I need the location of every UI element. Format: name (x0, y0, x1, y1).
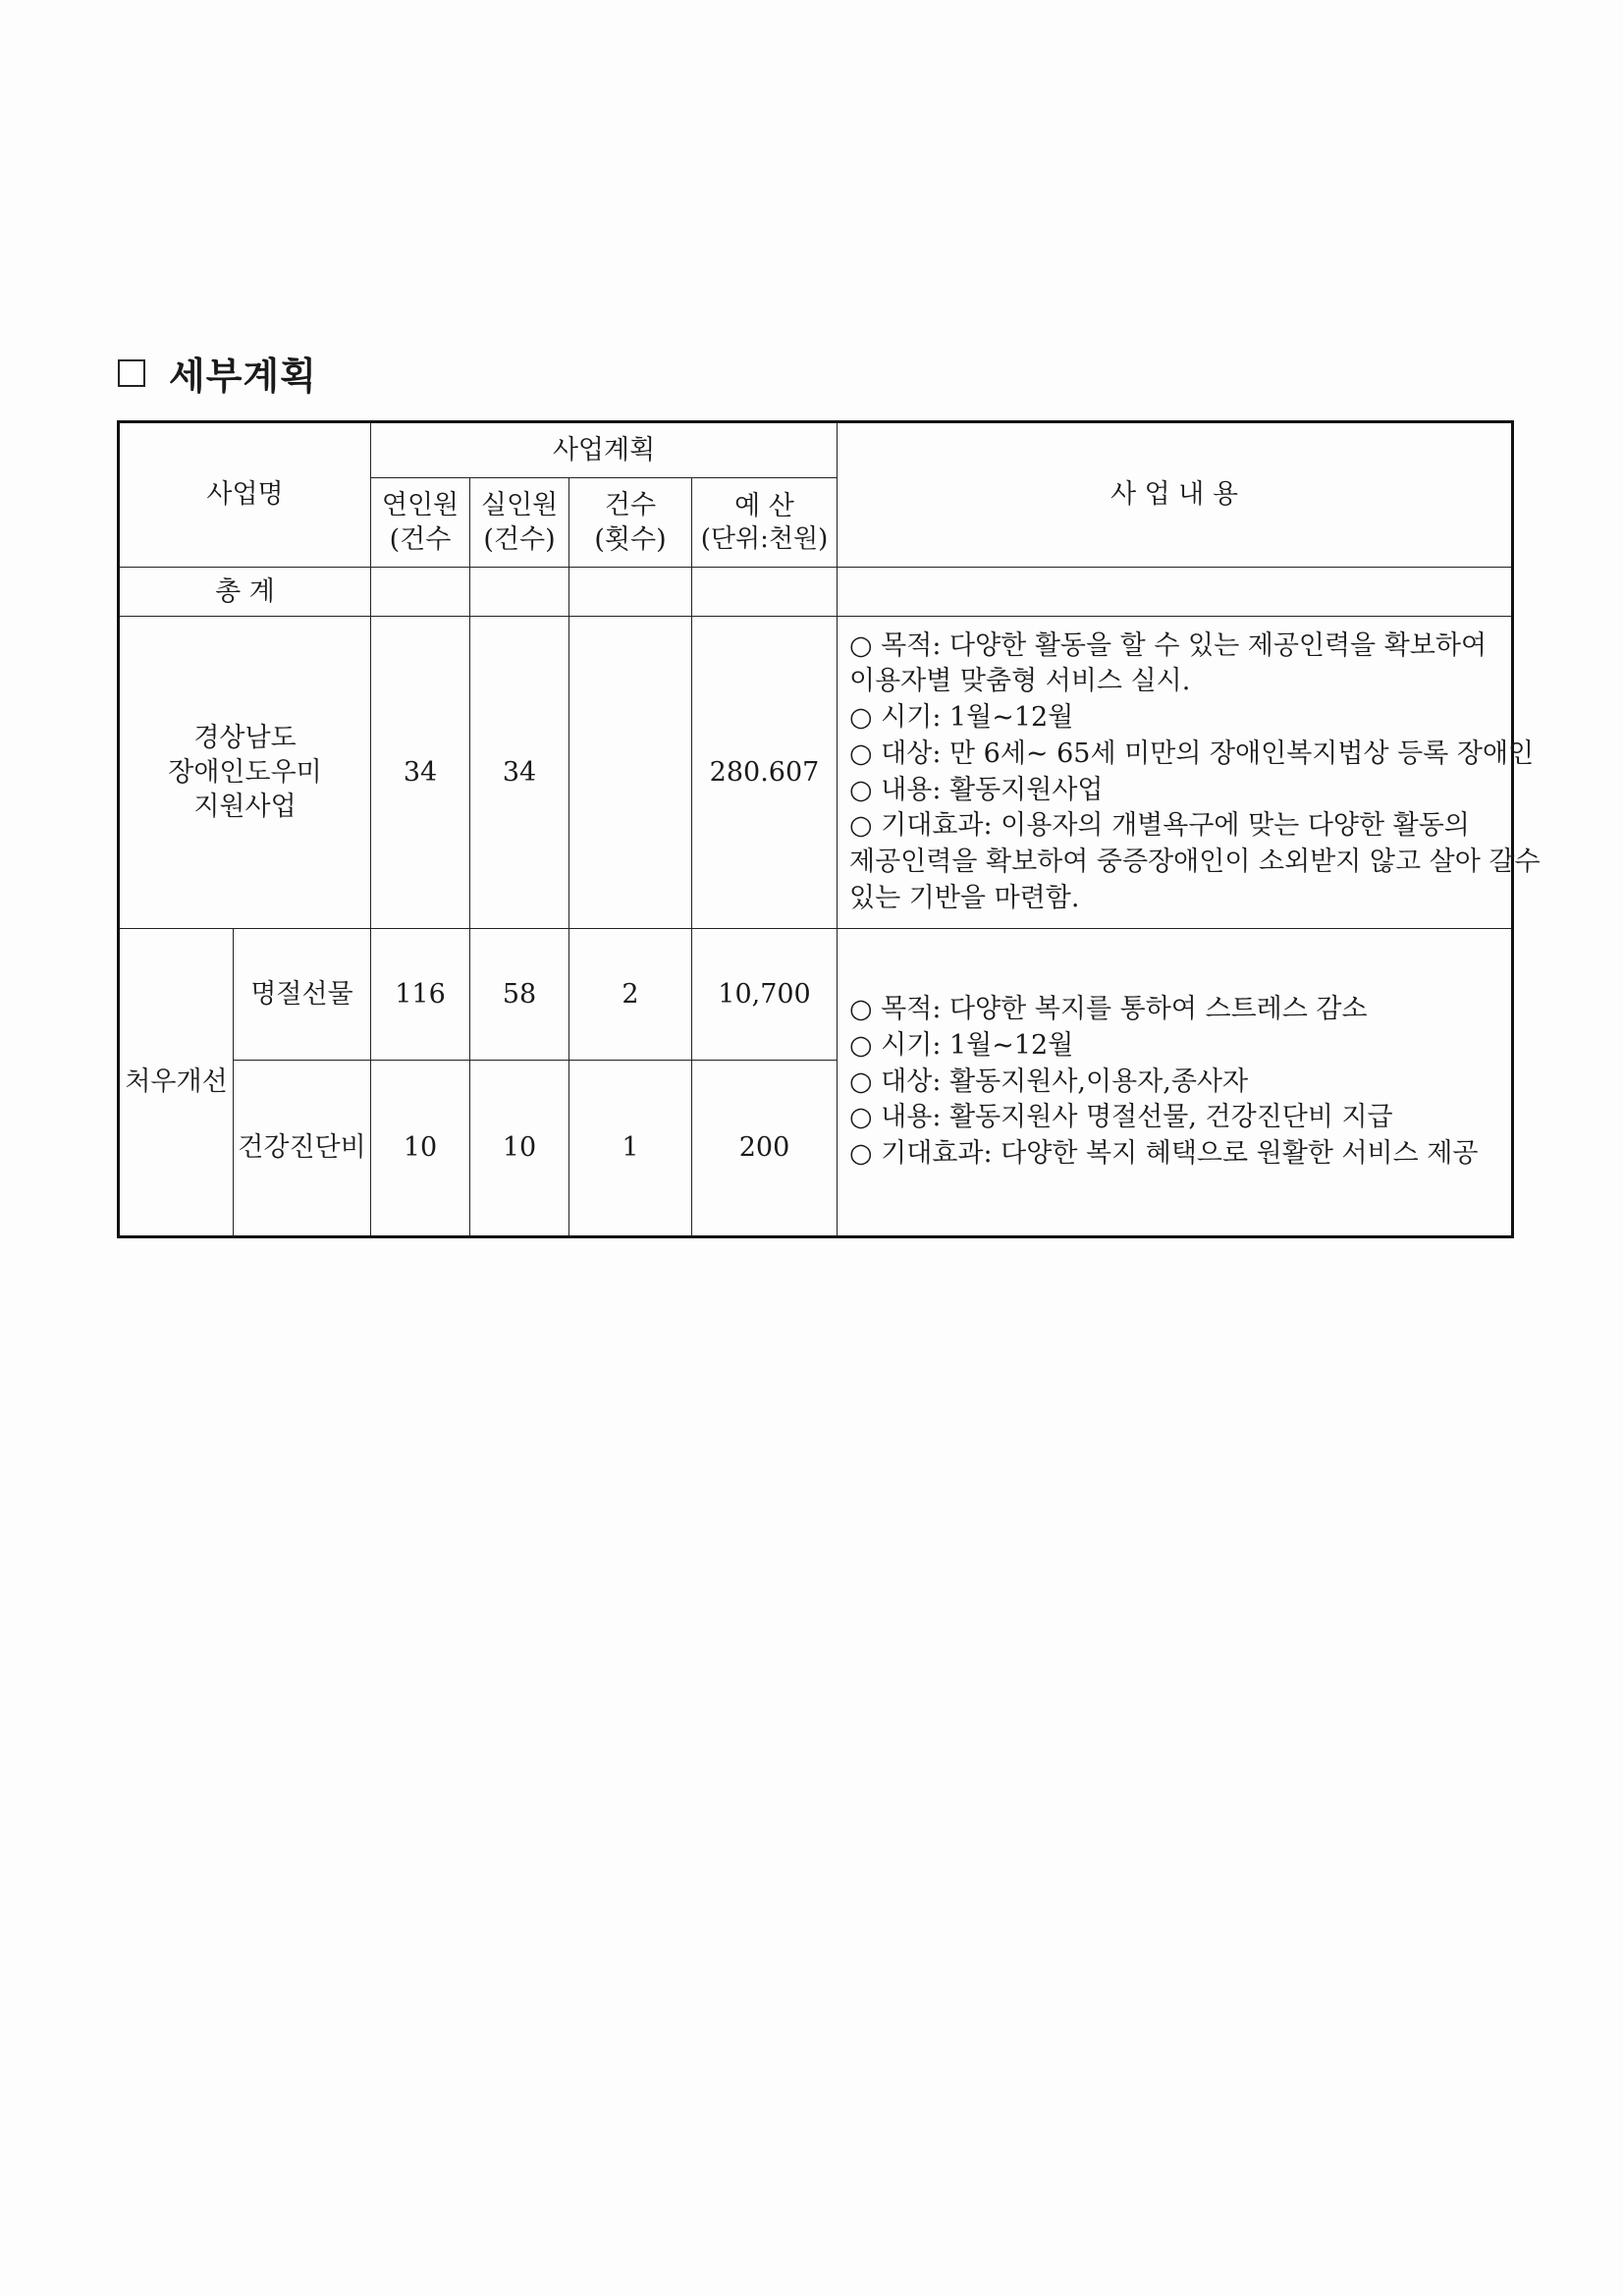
total-yeon (371, 568, 470, 617)
row-count: 2 (569, 929, 692, 1061)
section-title: 세부계획 (169, 355, 317, 398)
header-business-plan: 사업계획 (371, 422, 838, 478)
table-row (119, 929, 1513, 1061)
header-sil-inwon: 실인원 (건수) (470, 478, 569, 568)
row-content-treatment: ○ 목적: 다양한 복지를 통하여 스트레스 감소 ○ 시기: 1월~12월 ○ 대상: 활동지원사,이용자,종사자 ○ 내용: 활동지원사 명절선물, 건강진단비 지급 ○ 기대효과: 다양한 복지 혜택으로 원활한 서비스 제공 (838, 929, 1513, 1237)
table-row (119, 617, 1513, 929)
row-budget: 200 (692, 1061, 838, 1237)
detail-plan-table (117, 420, 1541, 1238)
row-name-holiday-gift: 명절선물 (234, 929, 371, 1061)
header-count: 건수 (횟수) (569, 478, 692, 568)
row-count: 1 (569, 1061, 692, 1237)
row-budget: 280.607 (692, 617, 838, 929)
total-row (119, 568, 1513, 617)
header-row-1 (119, 422, 1513, 478)
total-sil (470, 568, 569, 617)
total-budget (692, 568, 838, 617)
square-outline-icon (118, 359, 145, 387)
row-name-health-checkup: 건강진단비 (234, 1061, 371, 1237)
total-content (838, 568, 1513, 617)
row-sil: 10 (470, 1061, 569, 1237)
row-content-disability-helper: ○ 목적: 다양한 활동을 할 수 있는 제공인력을 확보하여 이용자별 맞춤형 서비스 실시. ○ 시기: 1월~12월 ○ 대상: 만 6세~ 65세 미만의 장애인복지법상 등록 장애인 ○ 내용: 활동지원사업 ○ 기대효과: 이용자의 개별욕구에 맞는 다양한 활동의 제공인력을 확보하여 중증장애인이 소외받지 않고 살아 갈수 있는 기반을 마련함. (838, 617, 1513, 929)
header-business-content: 사 업 내 용 (838, 422, 1513, 568)
row-yeon: 116 (371, 929, 470, 1061)
row-yeon: 10 (371, 1061, 470, 1237)
row-count (569, 617, 692, 929)
header-business-name: 사업명 (119, 422, 371, 568)
section-heading (118, 346, 317, 400)
row-budget: 10,700 (692, 929, 838, 1061)
total-label: 총 계 (119, 568, 371, 617)
header-budget: 예 산 (단위:천원) (692, 478, 838, 568)
header-yeon-inwon: 연인원 (건수 (371, 478, 470, 568)
row-sil: 58 (470, 929, 569, 1061)
row-group-treatment: 처우개선 (119, 929, 234, 1237)
total-count (569, 568, 692, 617)
row-name-disability-helper: 경상남도 장애인도우미 지원사업 (119, 617, 371, 929)
row-yeon: 34 (371, 617, 470, 929)
row-sil: 34 (470, 617, 569, 929)
